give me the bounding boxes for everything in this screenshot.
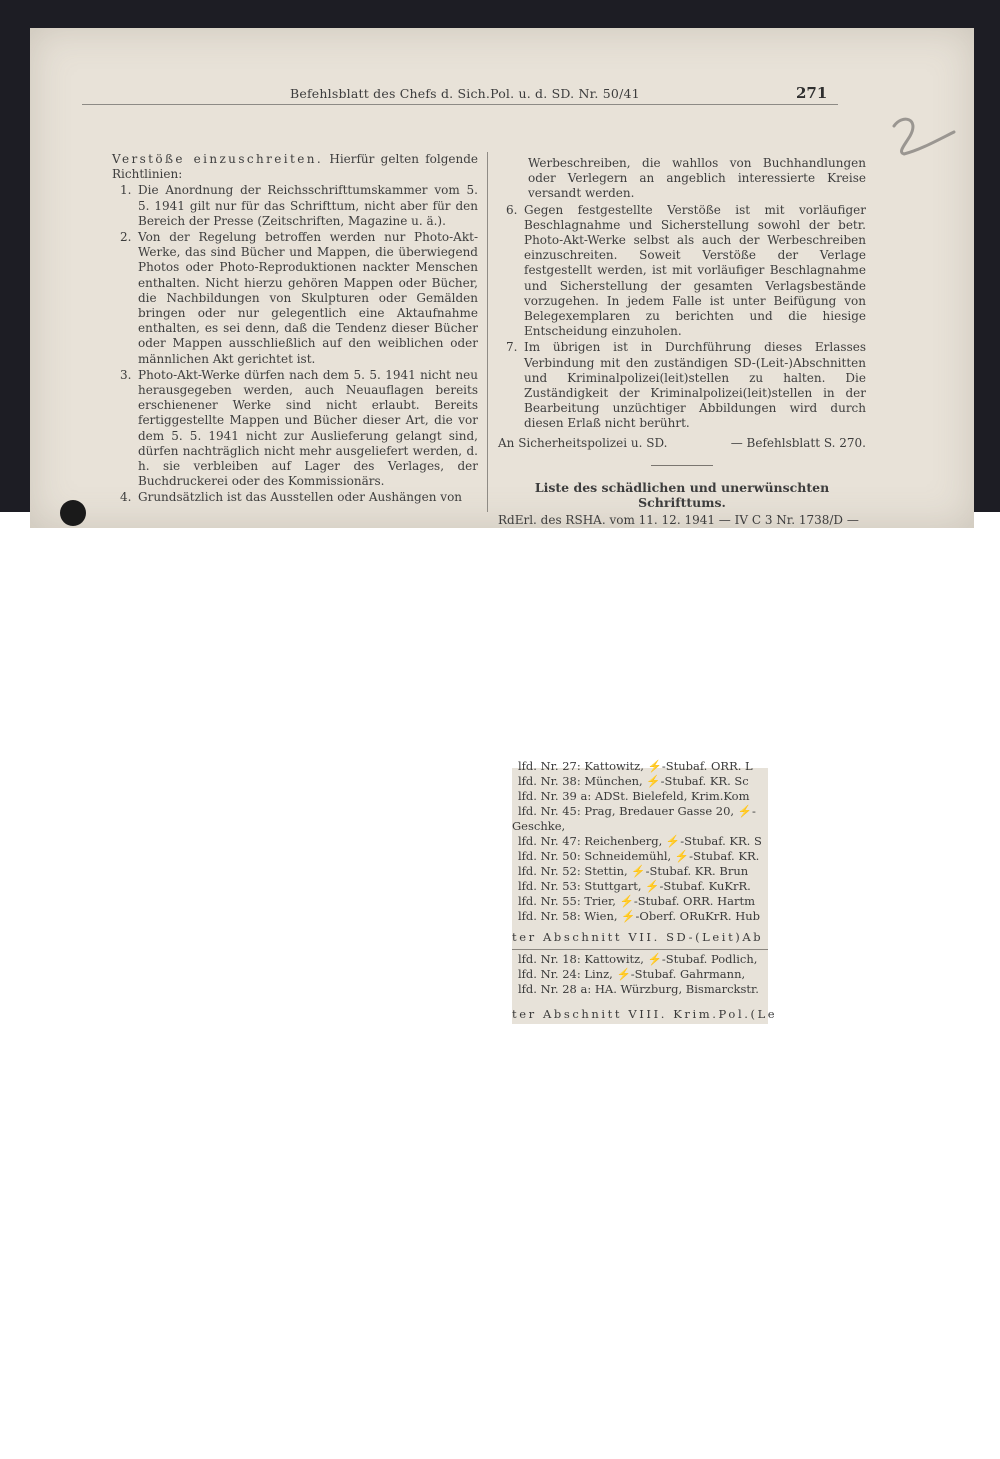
pencil-mark-icon — [880, 110, 960, 170]
reference: — Befehlsblatt S. 270. — [730, 435, 866, 450]
intro-spaced-text: Verstöße einzuschreiten. — [112, 152, 324, 166]
column-divider — [487, 152, 488, 512]
document-crop — [512, 759, 778, 1024]
left-column — [112, 152, 478, 506]
section-heading: Liste des schädlichen und unerwünschten Schrifttums. — [534, 479, 830, 511]
item-text: Grundsätzlich ist das Ausstellen oder Aushängen von — [138, 490, 463, 505]
list-line: lfd. Nr. 55: Trier, ⚡-Stubaf. ORR. Hartm — [518, 894, 756, 908]
section-label: ter Abschnitt VIII. Krim.Pol.(Le — [512, 1007, 778, 1021]
item-text: Im übrigen ist in Durchführung dieses Erlasses Verbindung mit den zuständigen SD-(Leit-)Abschnitten und Kriminalpolizei(leit)stellen zu halten. Die Zuständigkeit der Kriminalpolizei(leit)stellen in der Bearbeitung unzüchtiger Abbildungen wird durch diesen Erlaß nicht berührt. — [524, 340, 866, 431]
list-line: lfd. Nr. 18: Kattowitz, ⚡-Stubaf. Podlich, — [518, 952, 758, 966]
document-photo — [0, 0, 1000, 528]
list-line: lfd. Nr. 39 a: ADSt. Bielefeld, Krim.Kom — [518, 789, 750, 803]
section-rule — [651, 465, 713, 466]
intro-text: Hierfür gelten folgende Richtlinien: — [112, 152, 479, 182]
page-number: 271 — [796, 84, 828, 102]
item-text: Gegen festgestellte Verstöße ist mit vorläufiger Beschlagnahme und Sicherstellung sowohl der betr. Photo-Akt-Werke selbst als auch der Werbeschreiben einzuschreiten. Soweit Verstöße der Verlage festgestellt werden, ist mit vorläufiger Beschlagnahme und Sicherstellung der gesamten Verlagsbestände vorzugehen. In jedem Falle ist unter Beifügung von Belegexemplaren zu berichten und die hiesige Entscheidung einzuholen. — [524, 202, 866, 339]
list-line: lfd. Nr. 50: Schneidemühl, ⚡-Stubaf. KR. — [518, 849, 760, 863]
list-item — [112, 230, 478, 367]
page-header — [82, 80, 838, 105]
list-line: lfd. Nr. 38: München, ⚡-Stubaf. KR. Sc — [518, 774, 749, 788]
item-number: 1. — [120, 183, 132, 198]
item-number: 4. — [120, 490, 132, 505]
list-item — [498, 340, 866, 431]
list-line: lfd. Nr. 52: Stettin, ⚡-Stubaf. KR. Brun — [518, 864, 749, 878]
list-item — [112, 490, 478, 505]
binding-ring — [60, 500, 86, 526]
right-column — [498, 156, 866, 528]
item-number: 2. — [120, 230, 132, 245]
item-text: Die Anordnung der Reichsschrifttumskammer vom 5. 5. 1941 gilt nur für das Schrifttum, nicht aber für den Bereich der Presse (Zeitschriften, Magazine u. ä.). — [138, 183, 478, 228]
item-number: 6. — [506, 202, 518, 217]
section-rule — [512, 949, 768, 950]
item-number: 7. — [506, 340, 518, 355]
list-line: lfd. Nr. 47: Reichenberg, ⚡-Stubaf. KR. S — [518, 834, 762, 848]
list-line: lfd. Nr. 58: Wien, ⚡-Oberf. ORuKrR. Hub — [518, 909, 760, 923]
list-line: lfd. Nr. 24: Linz, ⚡-Stubaf. Gahrmann, — [518, 967, 746, 981]
list-line: lfd. Nr. 53: Stuttgart, ⚡-Stubaf. KuKrR. — [518, 879, 751, 893]
list-line: lfd. Nr. 27: Kattowitz, ⚡-Stubaf. ORR. L — [518, 759, 753, 773]
list-line: lfd. Nr. 28 a: HA. Würzburg, Bismarckstr. — [518, 982, 759, 996]
intro-paragraph — [112, 152, 478, 182]
list-item — [112, 183, 478, 229]
list-line: Geschke, — [512, 819, 566, 833]
decree-line: RdErl. des RSHA. vom 11. 12. 1941 — IV C 3 Nr. 1738/D — — [498, 513, 859, 528]
addressee: An Sicherheitspolizei u. SD. — [498, 435, 668, 450]
list-line: lfd. Nr. 45: Prag, Bredauer Gasse 20, ⚡- — [518, 804, 756, 818]
item-text: Von der Regelung betroffen werden nur Photo-Akt-Werke, das sind Bücher und Mappen, die überwiegend Photos oder Photo-Reproduktionen nackter Menschen enthalten. Nicht hierzu gehören Mappen oder Bücher, die Nachbildungen von Skulpturen oder Gemälden bringen oder nur gelegentlich eine Aktaufnahme enthalten, es sei denn, daß die Tendenz dieser Bücher oder Mappen ausschließlich auf den weiblichen oder männlichen Akt gerichtet ist. — [138, 230, 478, 366]
continued-text: Werbeschreiben, die wahllos von Buchhandlungen oder Verlegern an angeblich interessierte Kreise versandt werden. — [528, 156, 866, 201]
list-item — [112, 368, 478, 490]
section-label: ter Abschnitt VII. SD-(Leit)Ab — [512, 930, 764, 944]
item-text: Photo-Akt-Werke dürfen nach dem 5. 5. 1941 nicht neu herausgegeben werden, auch Neuauflagen bereits erschienener Werke sind nicht erlaubt. Bereits fertiggestellte Mappen und Bücher dieser Art, die vor dem 5. 5. 1941 nicht zur Auslieferung gelangt sind, dürfen nachträglich nicht mehr ausgeliefert werden, d. h. sie verbleiben auf Lager des Verlages, der Buchdruckerei oder des Kommissionärs. — [138, 367, 478, 489]
item-number: 3. — [120, 367, 132, 382]
list-item — [498, 203, 866, 340]
header-title: Befehlsblatt des Chefs d. Sich.Pol. u. d. SD. Nr. 50/41 — [290, 86, 640, 101]
addressee-line — [498, 436, 866, 451]
